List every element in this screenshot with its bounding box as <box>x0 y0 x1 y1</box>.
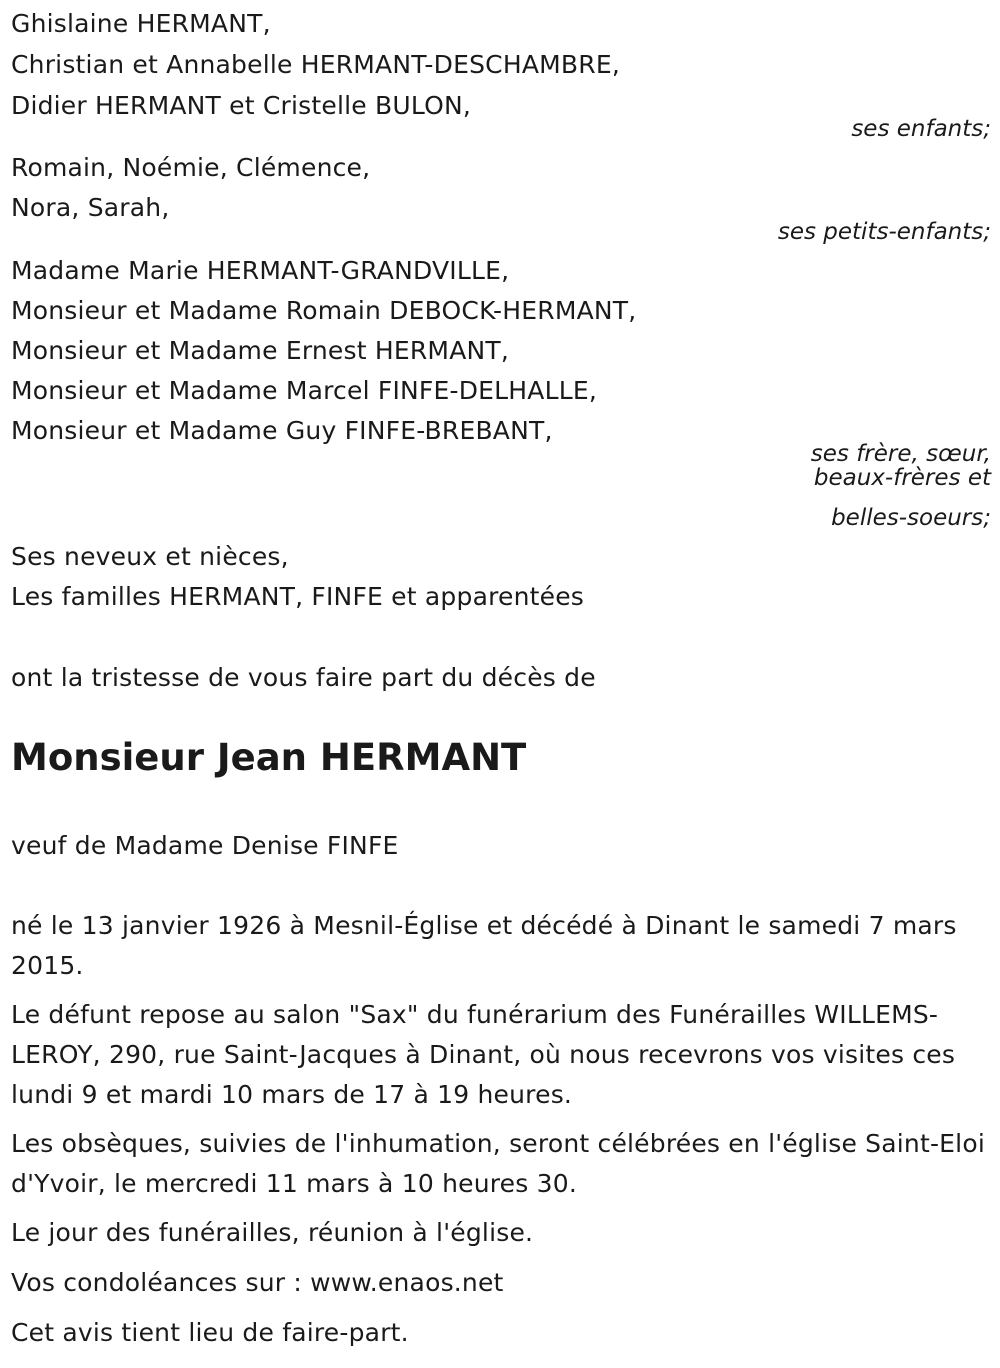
family-line: Christian et Annabelle HERMANT-DESCHAMBRE, <box>11 50 620 79</box>
family-line: Madame Marie HERMANT-GRANDVILLE, <box>11 256 510 285</box>
family-line: Monsieur et Madame Guy FINFE-BREBANT, <box>11 416 553 445</box>
family-line: Les familles HERMANT, FINFE et apparentées <box>11 582 585 611</box>
family-line: Monsieur et Madame Marcel FINFE-DELHALLE, <box>11 376 597 405</box>
visitation-paragraph: Le défunt repose au salon "Sax" du funérarium des Funérailles WILLEMS-LEROY, 290, rue Saint-Jacques à Dinant, où nous recevrons vos visites ces lundi 9 et mardi 10 mars de 17 à 19 heures. <box>11 1000 956 1109</box>
relationship-label: beaux-frères et <box>813 465 991 491</box>
relationship-label: ses frère, sœur, <box>810 441 991 467</box>
family-line: Romain, Noémie, Clémence, <box>11 153 371 182</box>
family-line: Didier HERMANT et Cristelle BULON, <box>11 91 472 120</box>
deceased-name: Monsieur Jean HERMANT <box>11 736 527 779</box>
family-line: Ghislaine HERMANT, <box>11 9 271 38</box>
meeting-paragraph: Le jour des funérailles, réunion à l'église. <box>11 1218 534 1247</box>
family-line: Nora, Sarah, <box>11 193 170 222</box>
family-line: Ses neveux et nièces, <box>11 542 289 571</box>
widower-line: veuf de Madame Denise FINFE <box>11 831 399 860</box>
announcement-text: ont la tristesse de vous faire part du décès de <box>11 663 596 692</box>
relationship-label: ses enfants; <box>851 116 991 142</box>
family-line: Monsieur et Madame Romain DEBOCK-HERMANT, <box>11 296 637 325</box>
relationship-label: belles-soeurs; <box>831 505 991 531</box>
funeral-paragraph: Les obsèques, suivies de l'inhumation, seront célébrées en l'église Saint-Eloi d'Yvoir, le mercredi 11 mars à 10 heures 30. <box>11 1129 985 1198</box>
birth-death-paragraph: né le 13 janvier 1926 à Mesnil-Église et décédé à Dinant le samedi 7 mars 2015. <box>11 911 957 980</box>
notice-paragraph: Cet avis tient lieu de faire-part. <box>11 1318 409 1347</box>
relationship-label: ses petits-enfants; <box>777 219 991 245</box>
obituary-notice <box>11 0 991 1368</box>
family-line: Monsieur et Madame Ernest HERMANT, <box>11 336 510 365</box>
condolences-paragraph: Vos condoléances sur : www.enaos.net <box>11 1268 504 1297</box>
